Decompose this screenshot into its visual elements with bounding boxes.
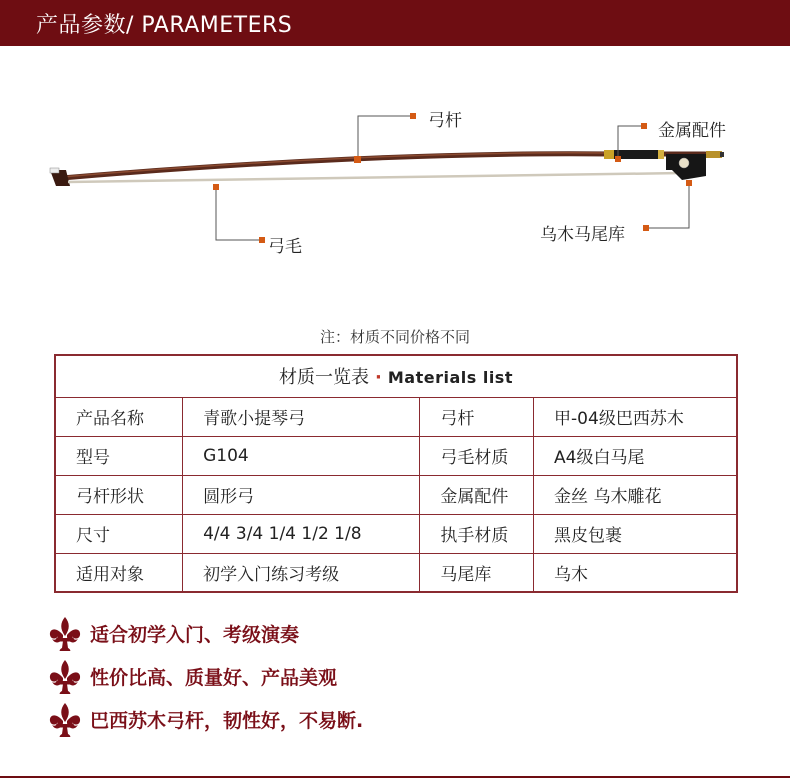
callout-hair-label: 弓毛	[268, 237, 302, 257]
table-cell: 马尾库	[420, 553, 534, 592]
feature-item	[48, 655, 748, 698]
feature-text: 性价比高、质量好、产品美观	[90, 667, 338, 689]
table-cell: 弓杆	[420, 397, 534, 436]
table-cell: G104	[183, 436, 420, 475]
table-cell: 甲-04级巴西苏木	[534, 397, 737, 436]
table-cell: 产品名称	[55, 397, 183, 436]
table-cell: A4级白马尾	[534, 436, 737, 475]
page-title: 产品参数/ PARAMETERS	[36, 12, 293, 38]
callout-frog-label: 乌木马尾库	[540, 225, 625, 245]
callout-metal-parts-label: 金属配件	[658, 121, 726, 141]
feature-text: 适合初学入门、考级演奏	[90, 624, 300, 646]
table-cell: 乌木	[534, 553, 737, 592]
bow-diagram	[0, 46, 790, 316]
table-cell: 初学入门练习考级	[183, 553, 420, 592]
fleur-de-lis-icon	[48, 616, 82, 652]
table-title-row	[55, 355, 737, 397]
feature-text: 巴西苏木弓杆，韧性好，不易断.	[90, 710, 364, 732]
fleur-de-lis-icon	[48, 659, 82, 695]
bow-hair	[68, 173, 682, 182]
table-row	[55, 397, 737, 436]
bow-illustration	[0, 46, 790, 316]
callout-stick-label: 弓杆	[428, 111, 462, 131]
table-cell: 圆形弓	[183, 475, 420, 514]
table-cell: 型号	[55, 436, 183, 475]
table-title-en: Materials list	[387, 368, 513, 388]
table-cell: 4/4 3/4 1/4 1/2 1/8	[183, 514, 420, 553]
table-title	[55, 355, 737, 397]
feature-item	[48, 612, 748, 655]
table-row	[55, 475, 737, 514]
table-cell: 青歌小提琴弓	[183, 397, 420, 436]
gold-winding	[604, 150, 614, 159]
table-title-dot: ·	[375, 367, 382, 389]
feature-list	[48, 612, 748, 741]
table-cell: 黑皮包裹	[534, 514, 737, 553]
table-cell: 弓毛材质	[420, 436, 534, 475]
materials-table	[54, 354, 738, 593]
fleur-de-lis-icon	[48, 702, 82, 738]
table-row	[55, 436, 737, 475]
table-row	[55, 514, 737, 553]
table-cell: 金丝 乌木雕花	[534, 475, 737, 514]
table-cell: 适用对象	[55, 553, 183, 592]
table-cell: 金属配件	[420, 475, 534, 514]
table-cell: 弓杆形状	[55, 475, 183, 514]
table-cell: 尺寸	[55, 514, 183, 553]
table-cell: 执手材质	[420, 514, 534, 553]
table-row	[55, 553, 737, 592]
feature-item	[48, 698, 748, 741]
header-bar	[0, 0, 790, 46]
table-title-cn: 材质一览表	[279, 367, 370, 389]
price-note: 注：材质不同价格不同	[319, 328, 470, 346]
bottom-divider	[0, 776, 790, 778]
